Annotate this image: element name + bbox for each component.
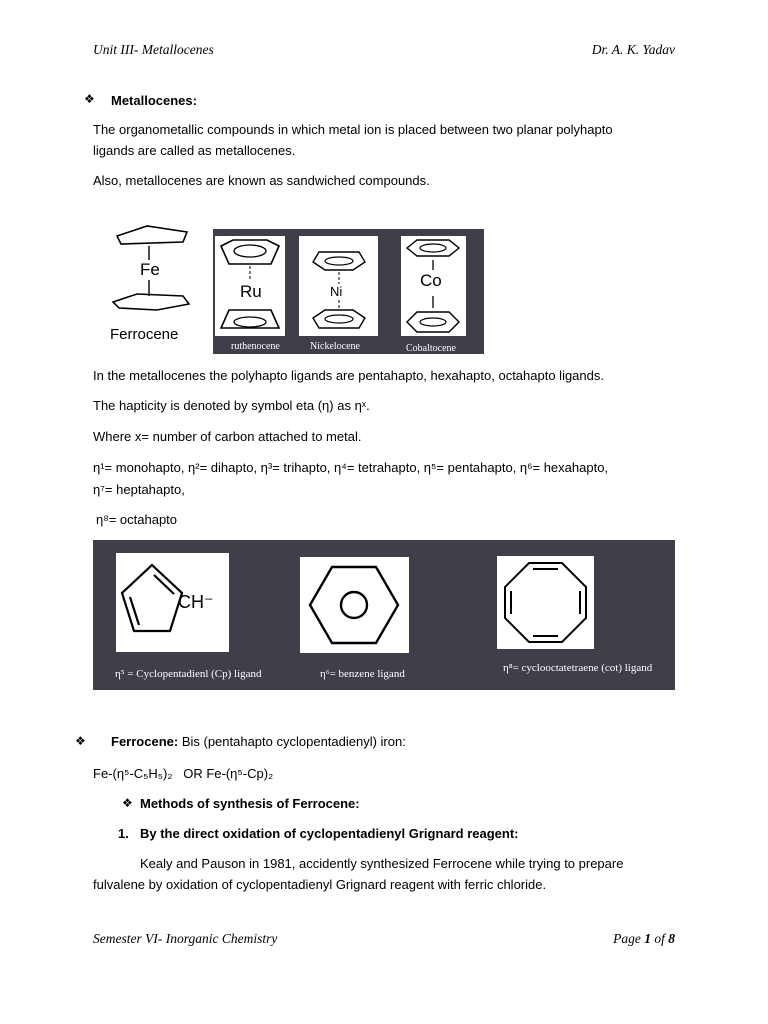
ferrocene-heading [111,733,406,751]
footer-left: Semester VI- Inorganic Chemistry [93,931,278,946]
footer-page-prefix: Page [613,931,641,946]
cp-ligand-panel [116,553,229,652]
body-line4: η¹= monohapto, η²= dihapto, η³= trihapto, η⁴= tetrahapto, η⁵= pentahapto, η⁶= hexahapto, [93,460,609,475]
footer-page [613,931,675,947]
cobaltocene-panel [401,236,466,336]
method1-para-line2: fulvalene by oxidation of cyclopentadienyl Grignard reagent with ferric chloride. [93,877,547,892]
diamond-bullet-icon: ❖ [122,796,133,810]
body-line5: η⁷= heptahapto, [93,482,185,497]
para2: Also, metallocenes are known as sandwiched compounds. [93,173,430,188]
footer-page-total: 8 [668,931,675,946]
ferrocene-formula: Fe-(η⁵-C₅H₅)₂ OR Fe-(η⁵-Cp)₂ [93,766,274,781]
body-line3: Where x= number of carbon attached to metal. [93,429,362,444]
diamond-bullet-icon: ❖ [84,92,95,106]
cp-caption: η⁵ = Cyclopentadienl (Cp) ligand [115,668,262,680]
ferrocene-label: Ferrocene [110,326,179,343]
cyclooctatetraene-structure-icon [497,556,594,649]
body-line1: In the metallocenes the polyhapto ligands are pentahapto, hexahapto, octahapto ligands. [93,368,604,383]
method1-title: By the direct oxidation of cyclopentadienyl Grignard reagent: [140,826,519,841]
cot-caption: η⁸= cyclooctatetraene (cot) ligand [503,662,653,674]
header-right: Dr. A. K. Yadav [591,42,675,57]
benzene-ligand-panel [300,557,409,653]
ruthenocene-metal: Ru [240,282,262,301]
ruthenocene-caption: ruthenocene [231,341,280,352]
benzene-structure-icon [300,557,409,653]
nickelocene-caption: Nickelocene [310,341,360,352]
method1-number: 1. [118,826,129,841]
diamond-bullet-icon: ❖ [75,734,86,748]
body-line2: The hapticity is denoted by symbol eta (η) as ηˣ. [93,398,370,413]
cot-ligand-panel [497,556,594,649]
benzene-caption: η⁶= benzene ligand [320,668,405,680]
para1-line2: ligands are called as metallocenes. [93,143,296,158]
cobaltocene-caption: Cobaltocene [406,343,456,354]
ferrocene-label: Ferrocene: [111,734,179,749]
ferrocene-desc: Bis (pentahapto cyclopentadienyl) iron: [178,734,406,749]
metallocenes-dark-panel [213,229,484,354]
ligands-figure [93,540,675,690]
para1-line1: The organometallic compounds in which metal ion is placed between two planar polyhapto [93,122,613,137]
header-left: Unit III- Metallocenes [93,42,214,57]
nickelocene-panel [299,236,378,336]
method1-para-line1: Kealy and Pauson in 1981, accidently synthesized Ferrocene while trying to prepare [140,856,624,871]
section-title: Metallocenes: [111,93,197,108]
cobaltocene-metal: Co [420,271,442,290]
methods-title: Methods of synthesis of Ferrocene: [140,796,360,811]
nickelocene-metal: Ni [330,284,343,299]
footer-page-of: of [654,931,665,946]
ferrocene-metal: Fe [140,260,160,279]
body-line6: η⁸= octahapto [96,512,178,527]
footer-page-num: 1 [644,931,651,946]
cp-ch-label: CH⁻ [178,592,214,612]
metallocenes-figure [107,222,487,354]
ruthenocene-panel [215,236,285,336]
